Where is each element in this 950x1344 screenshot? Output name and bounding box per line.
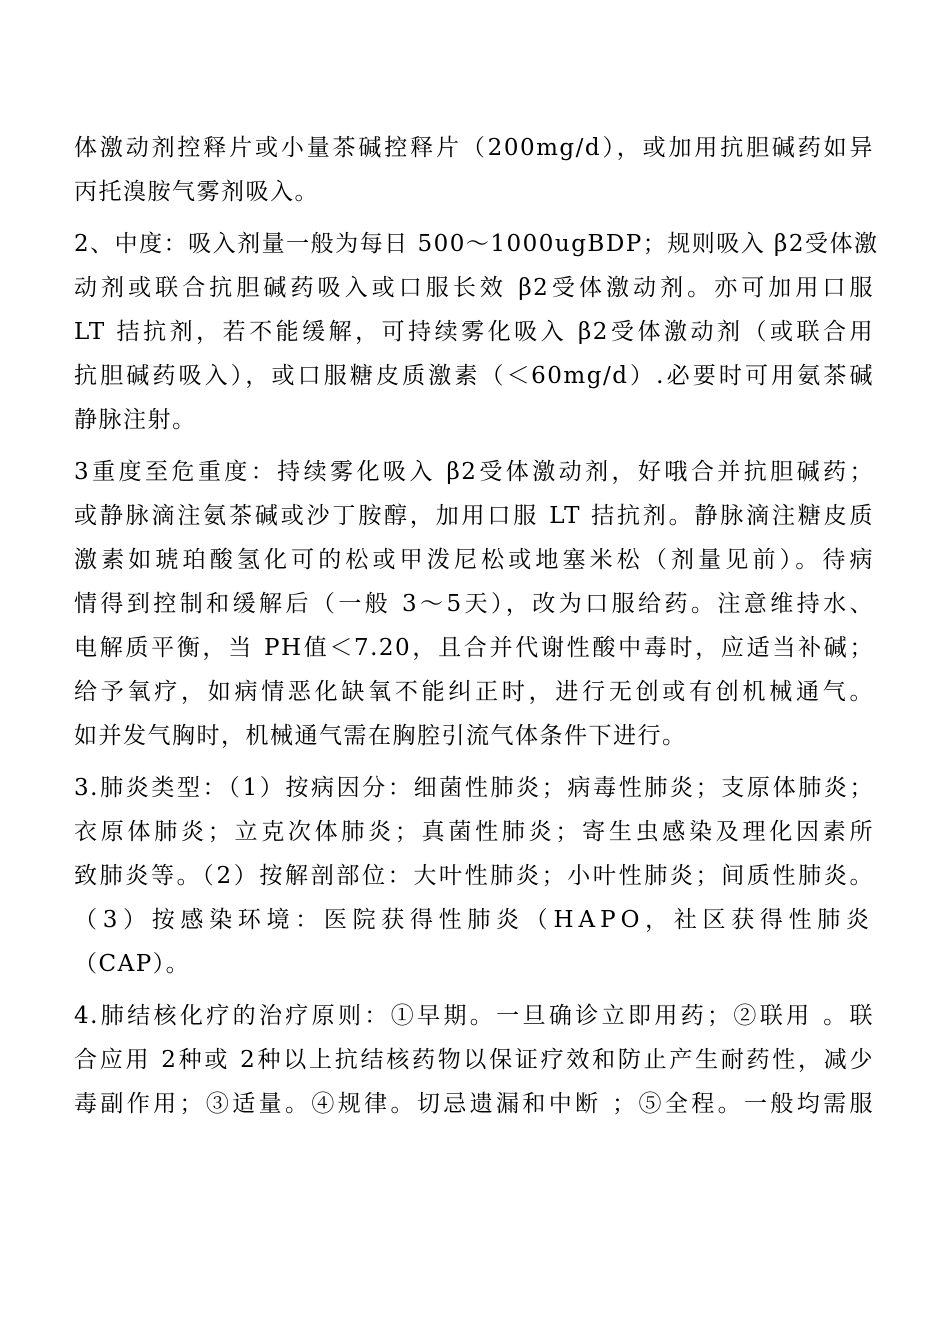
text-line: 或静脉滴注氨茶碱或沙丁胺醇，加用口服 LT 拮抗剂。静脉滴注糖皮质	[74, 503, 874, 529]
paragraph-mild-continuation	[74, 126, 874, 214]
paragraph-severe	[74, 450, 874, 758]
text-line: 致肺炎等。（2）按解剖部位：大叶性肺炎；小叶性肺炎；间质性肺炎。	[74, 863, 874, 889]
text-line: 4.肺结核化疗的治疗原则：①早期。一旦确诊立即用药；②联用 。联	[74, 1003, 874, 1029]
text-line: 激素如琥珀酸氢化可的松或甲泼尼松或地塞米松（剂量见前）。待病	[74, 547, 874, 573]
text-line: 3.肺炎类型：（1）按病因分：细菌性肺炎；病毒性肺炎；支原体肺炎；	[74, 775, 874, 801]
text-line: 动剂或联合抗胆碱药吸入或口服长效 β2受体激动剂。亦可加用口服	[74, 275, 874, 301]
paragraph-tuberculosis	[74, 994, 874, 1126]
text-line: 3重度至危重度：持续雾化吸入 β2受体激动剂，好哦合并抗胆碱药；	[74, 459, 874, 485]
text-line: 抗胆碱药吸入），或口服糖皮质激素（＜60mg/d）.必要时可用氨茶碱	[74, 363, 874, 389]
text-line: （CAP）。	[74, 951, 191, 977]
text-line: LT 拮抗剂，若不能缓解，可持续雾化吸入 β2受体激动剂（或联合用	[74, 319, 874, 345]
text-line: （3）按感染环境：医院获得性肺炎（HAPO，社区获得性肺炎	[74, 907, 874, 933]
text-line: 如并发气胸时，机械通气需在胸腔引流气体条件下进行。	[74, 723, 687, 749]
text-line: 合应用 2种或 2种以上抗结核药物以保证疗效和防止产生耐药性，减少	[74, 1047, 874, 1073]
document-page	[74, 126, 879, 1134]
text-line: 衣原体肺炎；立克次体肺炎；真菌性肺炎；寄生虫感染及理化因素所	[74, 819, 874, 845]
text-line: 给予氧疗，如病情恶化缺氧不能纠正时，进行无创或有创机械通气。	[74, 679, 874, 705]
text-line: 体激动剂控释片或小量茶碱控释片（200mg/d），或加用抗胆碱药如异	[74, 135, 874, 161]
paragraph-pneumonia-types	[74, 766, 874, 986]
text-line: 电解质平衡，当 PH值＜7.20，且合并代谢性酸中毒时，应适当补碱；	[74, 635, 874, 661]
text-line: 静脉注射。	[74, 407, 197, 433]
text-line: 2、中度：吸入剂量一般为每日 500～1000ugBDP；规则吸入 β2受体激	[74, 231, 879, 257]
paragraph-moderate	[74, 222, 879, 442]
text-line: 毒副作用；③适量。④规律。切忌遗漏和中断 ；⑤全程。一般均需服	[74, 1091, 874, 1117]
text-line: 情得到控制和缓解后（一般 3～5天），改为口服给药。注意维持水、	[74, 591, 874, 617]
text-line: 丙托溴胺气雾剂吸入。	[74, 179, 319, 205]
